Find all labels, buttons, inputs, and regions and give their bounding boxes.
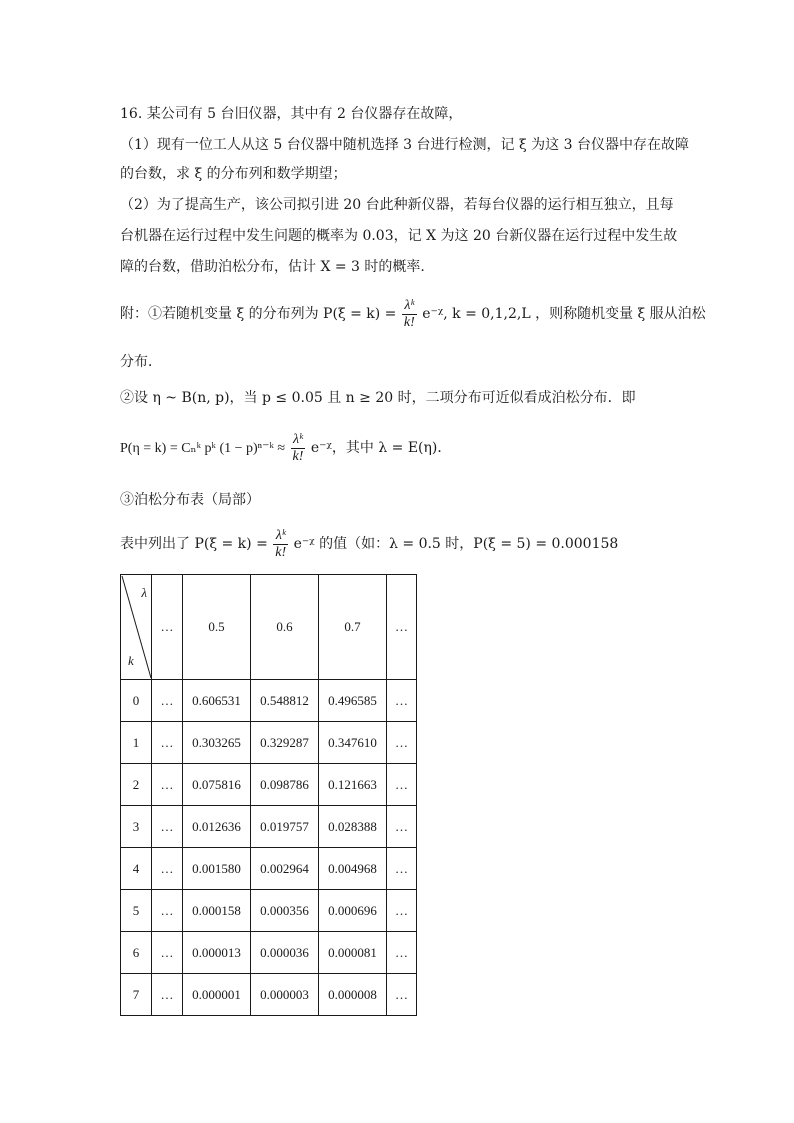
value-cell: 0.000013: [183, 932, 251, 974]
row-k: 7: [121, 974, 152, 1016]
question-2-line-2: 台机器在运行过程中发生问题的概率为 0.03，记 X 为这 20 台新仪器在运行过程中发生故: [120, 228, 678, 244]
fraction-denominator: k!: [292, 448, 304, 464]
row-k: 2: [121, 764, 152, 806]
value-cell: 0.548812: [251, 680, 319, 722]
value-cell: 0.019757: [251, 806, 319, 848]
table-row: [121, 806, 417, 848]
ellipsis-cell: …: [152, 680, 183, 722]
appendix-note-1: [120, 296, 706, 332]
header-ellipsis: …: [152, 575, 183, 680]
fraction-denominator: k!: [275, 544, 287, 560]
note-1-prefix: 附：①若随机变量 ξ 的分布列为 P(ξ = k) =: [120, 306, 397, 322]
value-cell: 0.000003: [251, 974, 319, 1016]
value-cell: 0.000158: [183, 890, 251, 932]
ellipsis-cell: …: [387, 932, 417, 974]
ellipsis-cell: …: [387, 764, 417, 806]
table-row: [121, 890, 417, 932]
ellipsis-cell: …: [152, 974, 183, 1016]
value-cell: 0.121663: [319, 764, 387, 806]
appendix-note-2: ②设 η ~ B(n, p)，当 p ≤ 0.05 且 n ≥ 20 时，二项分布可近似看成泊松分布．即: [120, 390, 636, 406]
question-1-line-1: （1）现有一位工人从这 5 台仪器中随机选择 3 台进行检测，记 ξ 为这 3 台仪器中存在故障: [120, 137, 689, 153]
value-cell: 0.000001: [183, 974, 251, 1016]
ellipsis-cell: …: [152, 932, 183, 974]
ellipsis-cell: …: [152, 764, 183, 806]
table-row: [121, 848, 417, 890]
value-cell: 0.002964: [251, 848, 319, 890]
binomial-approximation: P(η = k) = Cₙᵏ pᵏ (1 − p)ⁿ⁻ᵏ ≈: [120, 441, 286, 456]
ellipsis-cell: …: [387, 722, 417, 764]
table-row: [121, 680, 417, 722]
fraction-numerator: λᵏ: [273, 528, 288, 545]
value-cell: 0.000696: [319, 890, 387, 932]
value-cell: 0.098786: [251, 764, 319, 806]
value-cell: 0.606531: [183, 680, 251, 722]
value-cell: 0.329287: [251, 722, 319, 764]
header-lambda-1: 0.6: [251, 575, 319, 680]
note-1-suffix: e⁻ᵡ, k = 0,1,2,L ，则称随机变量 ξ 服从泊松: [422, 306, 706, 322]
header-lambda-2: 0.7: [319, 575, 387, 680]
table-header-row: [121, 575, 417, 680]
caption-suffix: e⁻ᵡ 的值（如：λ = 0.5 时，P(ξ = 5) = 0.000158: [293, 536, 619, 552]
value-cell: 0.004968: [319, 848, 387, 890]
value-cell: 0.496585: [319, 680, 387, 722]
ellipsis-cell: …: [387, 974, 417, 1016]
ellipsis-cell: …: [152, 806, 183, 848]
row-k: 6: [121, 932, 152, 974]
row-k: 5: [121, 890, 152, 932]
appendix-note-1-continued: 分布．: [120, 354, 162, 370]
ellipsis-cell: …: [387, 806, 417, 848]
appendix-note-3: ③泊松分布表（局部）: [120, 492, 260, 508]
value-cell: 0.000356: [251, 890, 319, 932]
fraction-numerator: λᵏ: [291, 432, 306, 449]
value-cell: 0.075816: [183, 764, 251, 806]
table-row: [121, 764, 417, 806]
table-row: [121, 974, 417, 1016]
corner-cell: [121, 575, 152, 680]
appendix-note-2-formula: [120, 430, 451, 467]
row-k: 3: [121, 806, 152, 848]
ellipsis-cell: …: [152, 722, 183, 764]
fraction-numerator: λᵏ: [402, 298, 417, 315]
value-cell: 0.012636: [183, 806, 251, 848]
table-row: [121, 932, 417, 974]
poisson-fraction: [273, 528, 288, 561]
formula-tail: e⁻ᵡ，其中 λ = E(η)．: [310, 440, 452, 456]
ellipsis-cell: …: [387, 848, 417, 890]
diagonal-line: [121, 575, 152, 679]
poisson-fraction: [402, 298, 417, 331]
value-cell: 0.000081: [319, 932, 387, 974]
value-cell: 0.000008: [319, 974, 387, 1016]
question-2-line-1: （2）为了提高生产，该公司拟引进 20 台此种新仪器，若每台仪器的运行相互独立，且每: [120, 197, 674, 213]
question-1-line-2: 的台数，求 ξ 的分布列和数学期望；: [120, 166, 347, 182]
value-cell: 0.028388: [319, 806, 387, 848]
table-caption: [120, 526, 618, 562]
fraction-denominator: k!: [403, 314, 415, 330]
row-k: 4: [121, 848, 152, 890]
header-ellipsis-end: …: [387, 575, 417, 680]
ellipsis-cell: …: [387, 890, 417, 932]
question-2-line-3: 障的台数，借助泊松分布，估计 X = 3 时的概率.: [120, 259, 425, 275]
row-k: 0: [121, 680, 152, 722]
poisson-fraction: [291, 432, 306, 465]
corner-lambda: λ: [141, 585, 147, 600]
row-k: 1: [121, 722, 152, 764]
problem-stem: 16. 某公司有 5 台旧仪器，其中有 2 台仪器存在故障，: [120, 106, 463, 122]
value-cell: 0.303265: [183, 722, 251, 764]
header-lambda-0: 0.5: [183, 575, 251, 680]
ellipsis-cell: …: [152, 848, 183, 890]
value-cell: 0.000036: [251, 932, 319, 974]
corner-k: k: [128, 653, 134, 668]
ellipsis-cell: …: [152, 890, 183, 932]
table-row: [121, 722, 417, 764]
value-cell: 0.001580: [183, 848, 251, 890]
value-cell: 0.347610: [319, 722, 387, 764]
ellipsis-cell: …: [387, 680, 417, 722]
caption-prefix: 表中列出了 P(ξ = k) =: [120, 536, 268, 552]
poisson-table: [120, 574, 417, 1016]
